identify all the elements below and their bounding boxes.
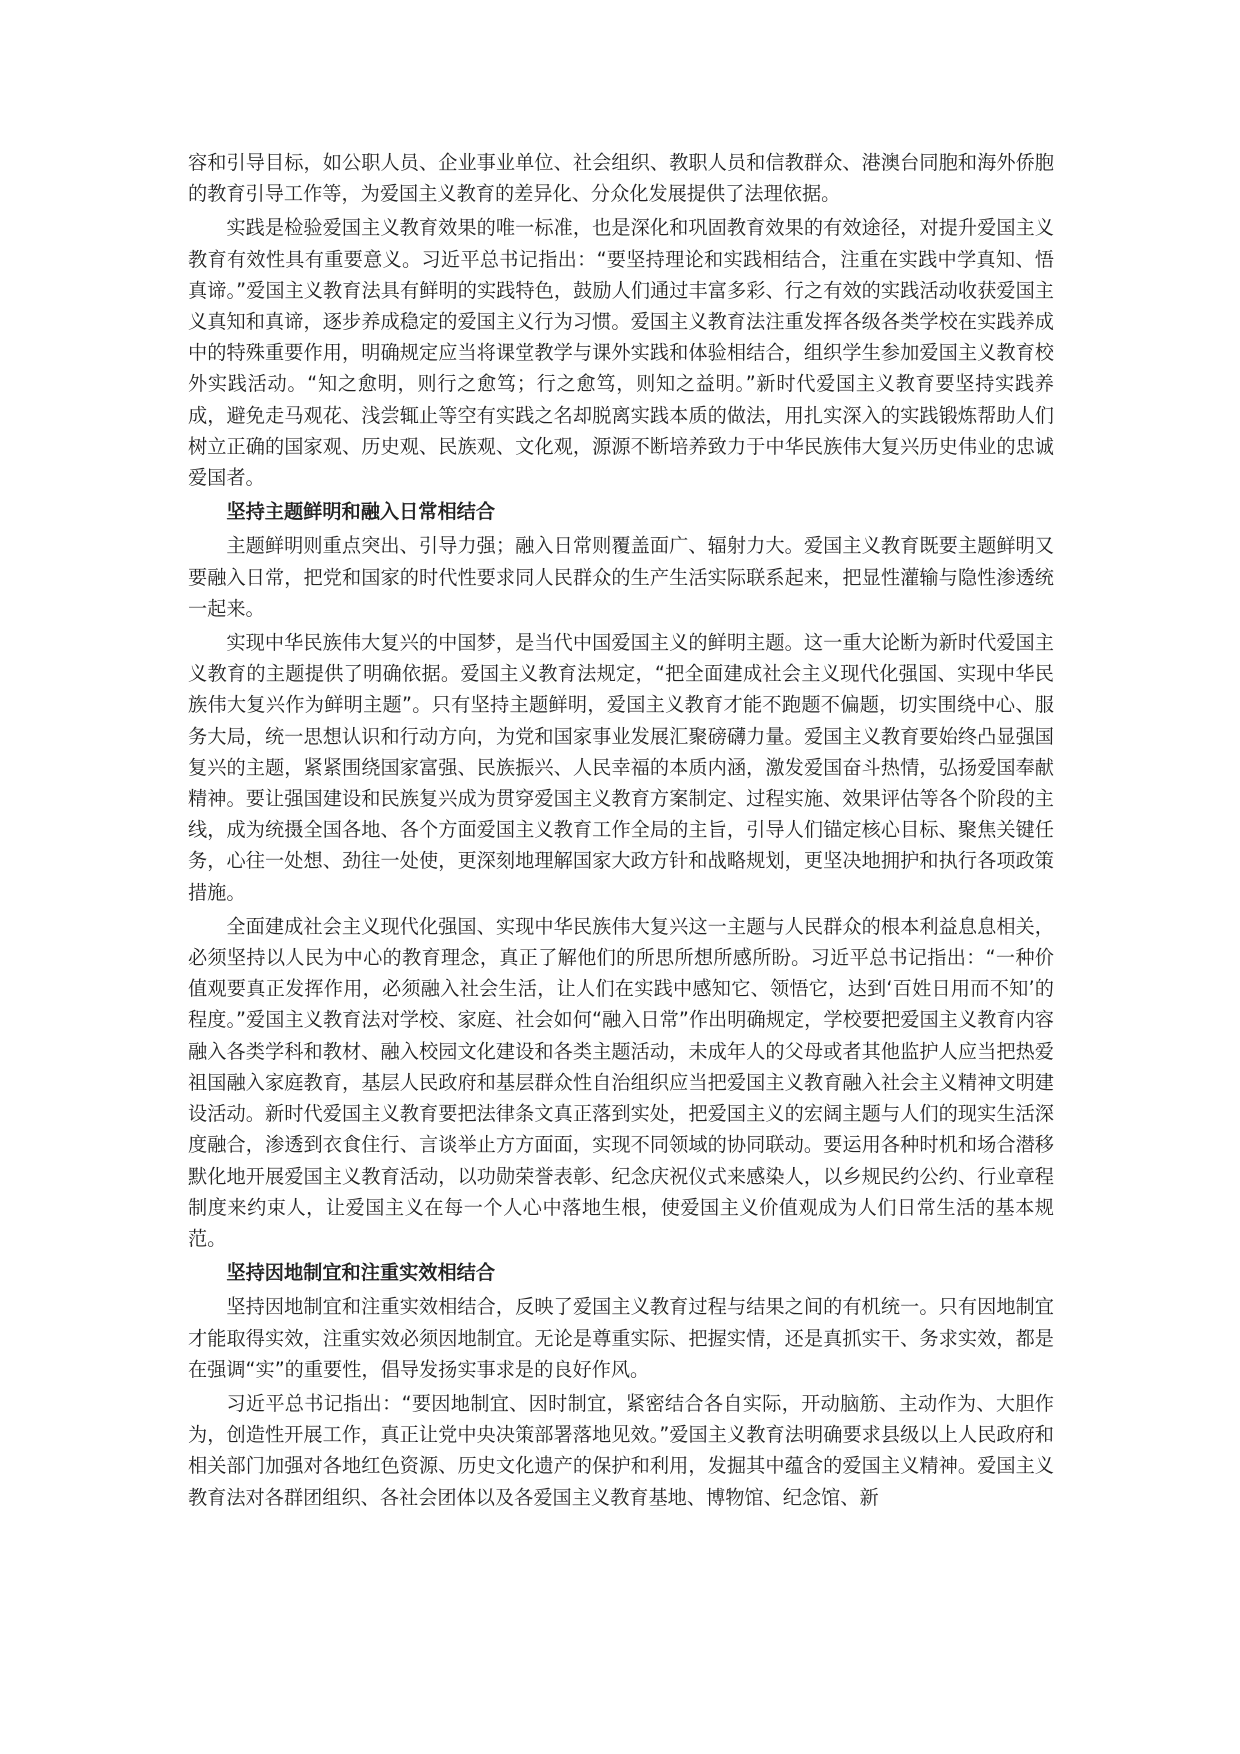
paragraph-3: 主题鲜明则重点突出、引导力强；融入日常则覆盖面广、辐射力大。爱国主义教育既要主题鲜明又要融入日常，把党和国家的时代性要求同人民群众的生产生活实际联系起来，把显性灌输与隐性渗透统一起来。 (188, 534, 1054, 620)
paragraph-6: 坚持因地制宜和注重实效相结合，反映了爱国主义教育过程与结果之间的有机统一。只有因地制宜才能取得实效，注重实效必须因地制宜。无论是尊重实际、把握实情，还是真抓实干、务求实效，都是在强调“实”的重要性，倡导发扬实事求是的良好作风。 (188, 1295, 1054, 1381)
paragraph-2: 实践是检验爱国主义教育效果的唯一标准，也是深化和巩固教育效果的有效途径，对提升爱国主义教育有效性具有重要意义。习近平总书记指出：“要坚持理论和实践相结合，注重在实践中学真知、悟真谛。”爱国主义教育法具有鲜明的实践特色，鼓励人们通过丰富多彩、行之有效的实践活动收获爱国主义真知和真谛，逐步养成稳定的爱国主义行为习惯。爱国主义教育法注重发挥各级各类学校在实践养成中的特殊重要作用，明确规定应当将课堂教学与课外实践和体验相结合，组织学生参加爱国主义教育校外实践活动。“知之愈明，则行之愈笃；行之愈笃，则知之益明。”新时代爱国主义教育要坚持实践养成，避免走马观花、浅尝辄止等空有实践之名却脱离实践本质的做法，用扎实深入的实践锻炼帮助人们树立正确的国家观、历史观、民族观、文化观，源源不断培养致力于中华民族伟大复兴历史伟业的忠诚爱国者。 (188, 216, 1054, 490)
paragraph-7: 习近平总书记指出：“要因地制宜、因时制宜，紧密结合各自实际，开动脑筋、主动作为、大胆作为，创造性开展工作，真正让党中央决策部署落地见效。”爱国主义教育法明确要求县级以上人民政府和相关部门加强对各地红色资源、历史文化遗产的保护和利用，发掘其中蕴含的爱国主义精神。爱国主义教育法对各群团组织、各社会团体以及各爱国主义教育基地、博物馆、纪念馆、新 (188, 1391, 1054, 1509)
section-heading-2: 坚持因地制宜和注重实效相结合 (226, 1261, 496, 1285)
document-page (188, 147, 1054, 1513)
paragraph-4: 实现中华民族伟大复兴的中国梦，是当代中国爱国主义的鲜明主题。这一重大论断为新时代爱国主义教育的主题提供了明确依据。爱国主义教育法规定，“把全面建成社会主义现代化强国、实现中华民族伟大复兴作为鲜明主题”。只有坚持主题鲜明，爱国主义教育才能不跑题不偏题，切实围绕中心、服务大局，统一思想认识和行动方向，为党和国家事业发展汇聚磅礴力量。爱国主义教育要始终凸显强国复兴的主题，紧紧围绕国家富强、民族振兴、人民幸福的本质内涵，激发爱国奋斗热情，弘扬爱国奉献精神。要让强国建设和民族复兴成为贯穿爱国主义教育方案制定、过程实施、效果评估等各个阶段的主线，成为统摄全国各地、各个方面爱国主义教育工作全局的主旨，引导人们锚定核心目标、聚焦关键任务，心往一处想、劲往一处使，更深刻地理解国家大政方针和战略规划，更坚决地拥护和执行各项政策措施。 (188, 631, 1054, 904)
paragraph-5: 全面建成社会主义现代化强国、实现中华民族伟大复兴这一主题与人民群众的根本利益息息相关，必须坚持以人民为中心的教育理念，真正了解他们的所思所想所感所盼。习近平总书记指出：“一种价值观要真正发挥作用，必须融入社会生活，让人们在实践中感知它、领悟它，达到‘百姓日用而不知’的程度。”爱国主义教育法对学校、家庭、社会如何“融入日常”作出明确规定，学校要把爱国主义教育内容融入各类学科和教材、融入校园文化建设和各类主题活动，未成年人的父母或者其他监护人应当把热爱祖国融入家庭教育，基层人民政府和基层群众性自治组织应当把爱国主义教育融入社会主义精神文明建设活动。新时代爱国主义教育要把法律条文真正落到实处，把爱国主义的宏阔主题与人们的现实生活深度融合，渗透到衣食住行、言谈举止方方面面，实现不同领域的协同联动。要运用各种时机和场合潜移默化地开展爱国主义教育活动，以功勋荣誉表彰、纪念庆祝仪式来感染人，以乡规民约公约、行业章程制度来约束人，让爱国主义在每一个人心中落地生根，使爱国主义价值观成为人们日常生活的基本规范。 (188, 914, 1054, 1250)
paragraph-1: 容和引导目标，如公职人员、企业事业单位、社会组织、教职人员和信教群众、港澳台同胞和海外侨胞的教育引导工作等，为爱国主义教育的差异化、分众化发展提供了法理依据。 (188, 151, 1054, 206)
section-heading-1: 坚持主题鲜明和融入日常相结合 (226, 500, 496, 524)
